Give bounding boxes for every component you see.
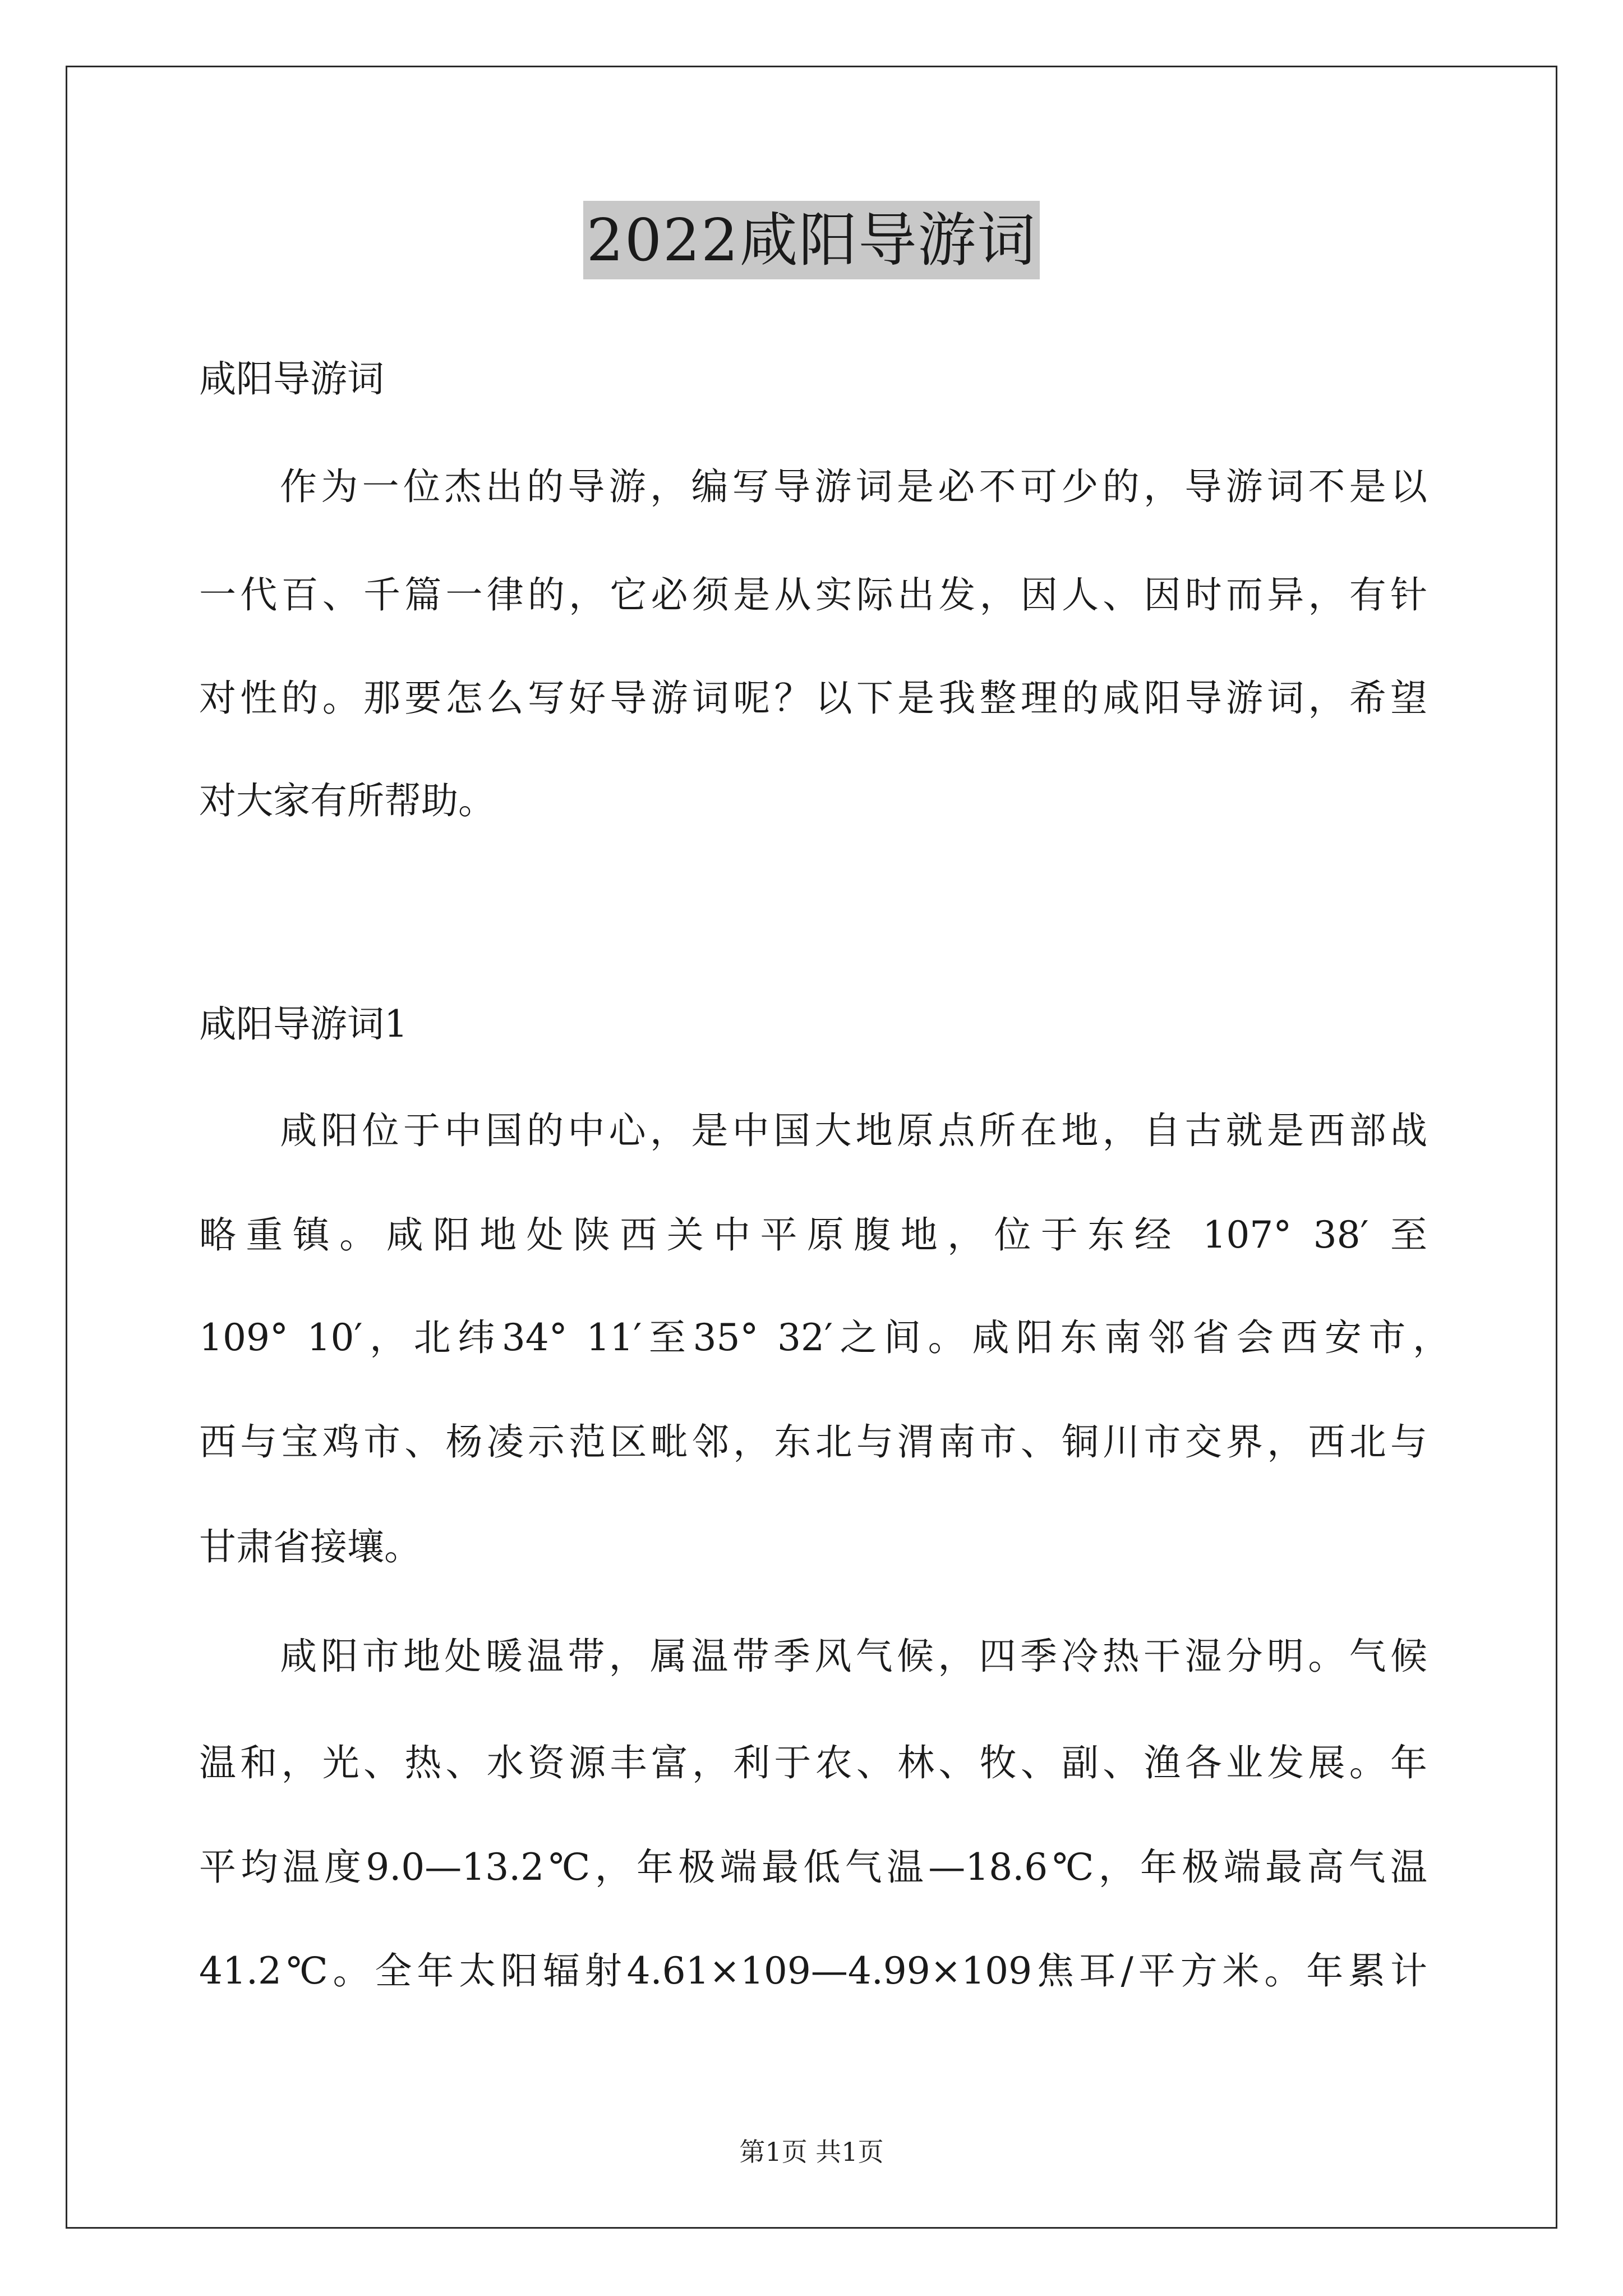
section-heading: 咸阳导游词1 xyxy=(199,1002,408,1046)
intro-line-2: 一代百、千篇一律的，它必须是从实际出发，因人、因时而异，有针 xyxy=(199,573,1427,616)
para2-line-4: 41.2℃。全年太阳辐射4.61×109—4.99×109焦耳/平方米。年累计 xyxy=(199,1949,1427,1993)
para1-line-4: 西与宝鸡市、杨凌示范区毗邻，东北与渭南市、铜川市交界，西北与 xyxy=(199,1420,1427,1464)
intro-line-3: 对性的。那要怎么写好导游词呢？以下是我整理的咸阳导游词，希望 xyxy=(199,677,1427,720)
para1-line-1: 咸阳位于中国的中心，是中国大地原点所在地，自古就是西部战 xyxy=(280,1109,1427,1152)
page-footer: 第1页 共1页 xyxy=(739,2137,884,2167)
intro-line-4: 对大家有所帮助。 xyxy=(199,779,495,822)
para1-line-2: 略重镇。咸阳地处陕西关中平原腹地，位于东经 107° 38′ 至 xyxy=(199,1213,1427,1257)
para2-line-3: 平均温度9.0—13.2℃，年极端最低气温—18.6℃，年极端最高气温 xyxy=(199,1846,1427,1889)
intro-line-1: 作为一位杰出的导游，编写导游词是必不可少的，导游词不是以 xyxy=(280,465,1427,508)
document-title: 2022咸阳导游词 xyxy=(583,201,1040,279)
para2-line-1: 咸阳市地处暖温带，属温带季风气候，四季冷热干湿分明。气候 xyxy=(280,1635,1427,1678)
document-subtitle: 咸阳导游词 xyxy=(199,357,384,401)
para2-line-2: 温和，光、热、水资源丰富，利于农、林、牧、副、渔各业发展。年 xyxy=(199,1741,1427,1784)
para1-line-5: 甘肃省接壤。 xyxy=(199,1525,421,1568)
para1-line-3: 109° 10′，北纬34° 11′至35° 32′之间。咸阳东南邻省会西安市， xyxy=(199,1316,1450,1359)
title-wrap xyxy=(0,201,1623,279)
